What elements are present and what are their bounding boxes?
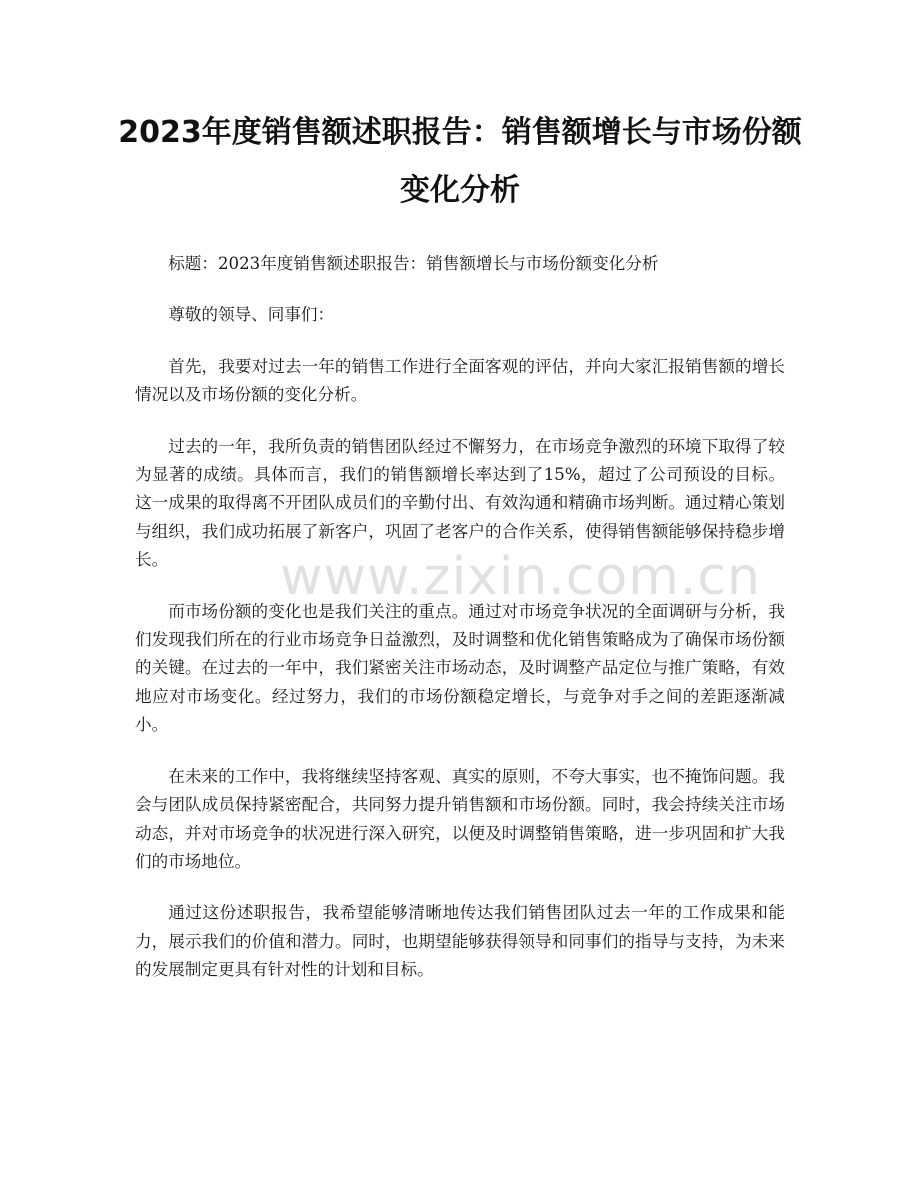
document-body <box>135 250 785 1008</box>
paragraph-market-share: 而市场份额的变化也是我们关注的重点。通过对市场竞争状况的全面调研与分析，我们发现我们所在的行业市场竞争日益激烈，及时调整和优化销售策略成为了确保市场份额的关键。在过去的一年中，我们紧密关注市场动态，及时调整产品定位与推广策略，有效地应对市场变化。经过努力，我们的市场份额稳定增长，与竞争对手之间的差距逐渐减小。 <box>135 601 785 735</box>
document-title: 2023年度销售额述职报告：销售额增长与市场份额变化分析 <box>118 115 802 208</box>
paragraph-conclusion: 通过这份述职报告，我希望能够清晰地传达我们销售团队过去一年的工作成果和能力，展示我们的价值和潜力。同时，也期望能够获得领导和同事们的指导与支持，为未来的发展制定更具有针对性的计划和目标。 <box>135 903 785 980</box>
paragraph-salutation: 尊敬的领导、同事们： <box>168 305 335 325</box>
paragraph-sales-growth: 过去的一年，我所负责的销售团队经过不懈努力，在市场竞争激烈的环境下取得了较为显著的成绩。具体而言，我们的销售额增长率达到了15%，超过了公司预设的目标。这一成果的取得离不开团队成员们的辛勤付出、有效沟通和精确市场判断。通过精心策划与组织，我们成功拓展了新客户，巩固了老客户的合作关系，使得销售额能够保持稳步增长。 <box>135 436 785 570</box>
watermark-text: www.zixin.com.cn <box>280 547 761 607</box>
paragraph-introduction: 首先，我要对过去一年的销售工作进行全面客观的评估，并向大家汇报销售额的增长情况以及市场份额的变化分析。 <box>135 356 785 405</box>
paragraph-future-work: 在未来的工作中，我将继续坚持客观、真实的原则，不夸大事实，也不掩饰问题。我会与团队成员保持紧密配合，共同努力提升销售额和市场份额。同时，我会持续关注市场动态，并对市场竞争的状况进行深入研究，以便及时调整销售策略，进一步巩固和扩大我们的市场地位。 <box>135 766 785 871</box>
paragraph-heading-line: 标题：2023年度销售额述职报告：销售额增长与市场份额变化分析 <box>168 254 659 273</box>
